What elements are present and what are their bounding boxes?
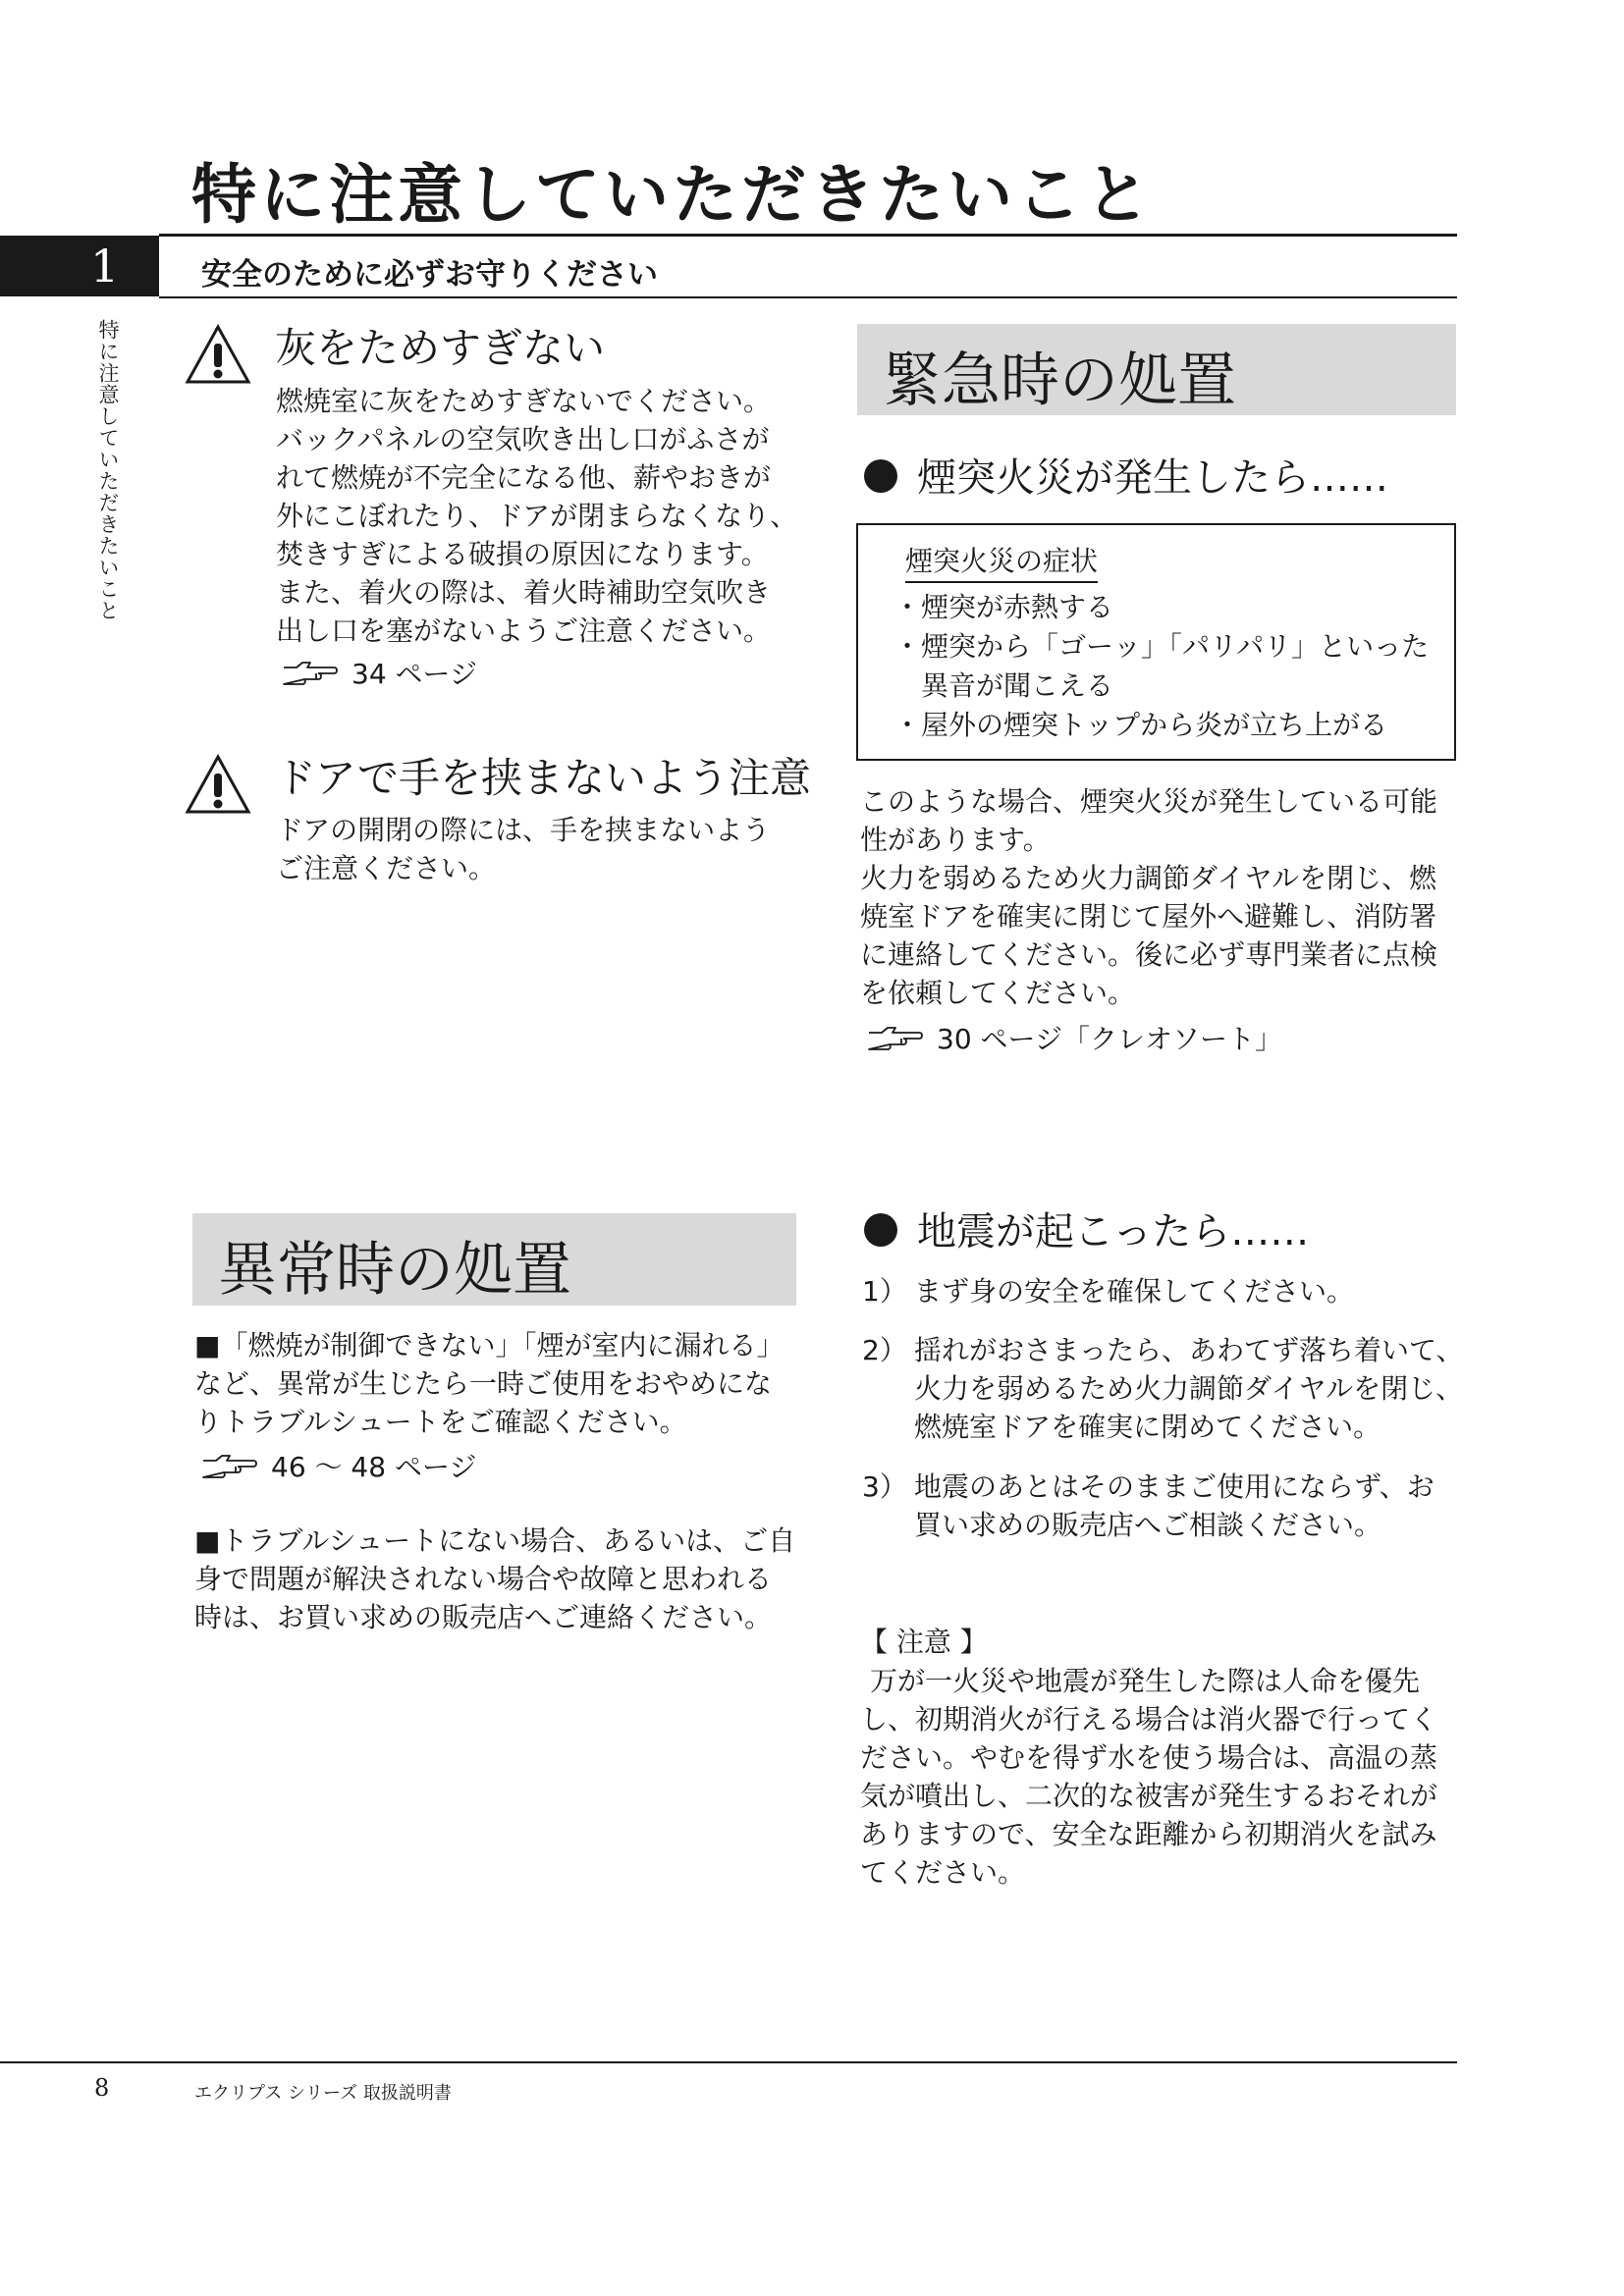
banner-title: 異常時の処置: [218, 1236, 571, 1305]
text-line: ださい。やむを得ず水を使う場合は、高温の蒸: [860, 1741, 1438, 1774]
symptom-item: ・屋外の煙突トップから炎が立ち上がる: [893, 709, 1388, 741]
page-reference: [281, 653, 477, 692]
warning-triangle-icon: [185, 754, 251, 815]
earthquake-step-text: [914, 1331, 1463, 1446]
text-line: 買い求めの販売店へご相談ください。: [914, 1509, 1382, 1541]
reference-text: 46 ～ 48 ページ: [271, 1451, 477, 1483]
text-line: 出し口を塞がないようご注意ください。: [276, 614, 772, 647]
abnormal-para-2: [194, 1522, 795, 1636]
text-line: まず身の安全を確保してください。: [914, 1275, 1355, 1308]
caution-body: [860, 1662, 1437, 1892]
text-line: れて燃焼が不完全になる他、薪やおきが: [276, 461, 772, 494]
text-line: に連絡してください。後に必ず専門業者に点検: [860, 938, 1438, 971]
text-line: てください。: [860, 1856, 1026, 1889]
symptom-item: 異音が聞こえる: [921, 669, 1114, 702]
text-line: 気が噴出し、二次的な被害が発生するおそれが: [860, 1780, 1438, 1812]
text-line: ■「燃焼が制御できない」「煙が室内に漏れる」: [194, 1329, 785, 1362]
page-reference: [200, 1446, 476, 1485]
earthquake-heading: [864, 1201, 1309, 1256]
text-line: 焚きすぎによる破損の原因になります。: [276, 538, 769, 570]
text-line: ■トラブルシュートにない場合、あるいは、ご自: [194, 1524, 796, 1557]
bullet-dot-icon: [864, 459, 897, 493]
earthquake-step: [862, 1272, 907, 1310]
text-line: 燃焼室ドアを確実に閉めてください。: [914, 1411, 1381, 1443]
step-number: 3）: [862, 1470, 907, 1503]
chapter-number: 1: [90, 240, 120, 293]
chimney-fire-heading: [864, 447, 1388, 503]
section-heading: 安全のために必ずお守りください: [201, 257, 658, 293]
chimney-fire-body: [860, 782, 1437, 1012]
text-line: 性があります。: [860, 824, 1051, 856]
text-line: 燃焼室に灰をためすぎないでください。: [276, 385, 772, 417]
warning-title: ドアで手を挟まないよう注意: [275, 754, 812, 802]
symptoms-title: 煙突火災の症状: [905, 540, 1098, 583]
warning-title: 灰をためすぎない: [275, 324, 606, 372]
reference-text: 30 ページ「クレオソート」: [937, 1023, 1282, 1055]
abnormal-banner: [192, 1213, 796, 1306]
footer-page-number: 8: [94, 2074, 110, 2102]
bullet-dot-icon: [864, 1213, 897, 1247]
heading-text: 地震が起こったら……: [917, 1209, 1310, 1255]
text-line: 外にこぼれたり、ドアが閉まらなくなり、: [276, 500, 798, 532]
emergency-banner: [857, 324, 1456, 415]
caution-title: 【 注意 】: [860, 1626, 988, 1658]
text-line: 身で問題が解決されない場合や故障と思われる: [194, 1563, 773, 1595]
text-line: また、着火の際は、着火時補助空気吹き: [276, 576, 772, 609]
text-line: ありますので、安全な距離から初期消火を試み: [860, 1818, 1437, 1850]
text-line: このような場合、煙突火災が発生している可能: [860, 785, 1438, 818]
text-line: バックパネルの空気吹き出し口がふさが: [276, 423, 770, 455]
earthquake-step: [862, 1468, 907, 1506]
step-number: 2）: [862, 1334, 907, 1366]
text-line: し、初期消火が行える場合は消火器で行ってく: [860, 1703, 1438, 1735]
abnormal-para-1: [194, 1326, 784, 1441]
section-rule: [159, 296, 1457, 298]
heading-text: 煙突火災が発生したら……: [917, 455, 1388, 501]
page-reference: [866, 1018, 1282, 1057]
earthquake-step-text: [914, 1468, 1435, 1544]
text-line: 地震のあとはそのままご使用にならず、お: [914, 1470, 1435, 1503]
pointing-hand-icon: [866, 1025, 923, 1052]
symptom-item: ・煙突が赤熱する: [893, 591, 1114, 623]
header-rule: [159, 234, 1457, 237]
text-line: など、異常が生じたら一時ご使用をおやめにな: [194, 1367, 773, 1400]
text-line: 焼室ドアを確実に閉じて屋外へ避難し、消防署: [860, 900, 1437, 933]
warning-triangle-icon: [185, 324, 251, 385]
text-line: 揺れがおさまったら、あわてず落ち着いて、: [914, 1334, 1464, 1366]
side-tab-label: 特に注意していただきたいこと: [96, 319, 120, 621]
text-line: ご注意ください。: [276, 852, 497, 884]
text-line: を依頼してください。: [860, 977, 1136, 1009]
text-line: りトラブルシュートをご確認ください。: [194, 1406, 687, 1438]
pointing-hand-icon: [200, 1453, 257, 1480]
symptom-item: ・煙突から「ゴーッ」「パリパリ」といった: [893, 630, 1430, 663]
text-line: 時は、お買い求めの販売店へご連絡ください。: [194, 1601, 773, 1633]
chapter-tab: [0, 236, 159, 296]
earthquake-step: [862, 1331, 907, 1369]
page-title: 特に注意していただきたいこと: [191, 156, 1154, 233]
text-line: 火力を弱めるため火力調節ダイヤルを閉じ、: [914, 1372, 1464, 1405]
earthquake-step-text: [914, 1272, 1354, 1310]
warning-body: [276, 811, 770, 887]
warning-body: [276, 382, 797, 650]
reference-text: 34 ページ: [352, 658, 477, 690]
warning-ash: [185, 324, 251, 389]
text-line: 火力を弱めるため火力調節ダイヤルを閉じ、燃: [860, 862, 1437, 894]
pointing-hand-icon: [281, 660, 338, 687]
text-line: ドアの開閉の際には、手を挟まないよう: [276, 814, 771, 846]
footer-doc-title: エクリプス シリーズ 取扱説明書: [194, 2083, 452, 2104]
text-line: 万が一火災や地震が発生した際は人命を優先: [870, 1665, 1421, 1697]
step-number: 1）: [862, 1275, 907, 1308]
banner-title: 緊急時の処置: [883, 347, 1236, 415]
footer-rule: [0, 2061, 1457, 2063]
warning-door: [185, 754, 251, 819]
